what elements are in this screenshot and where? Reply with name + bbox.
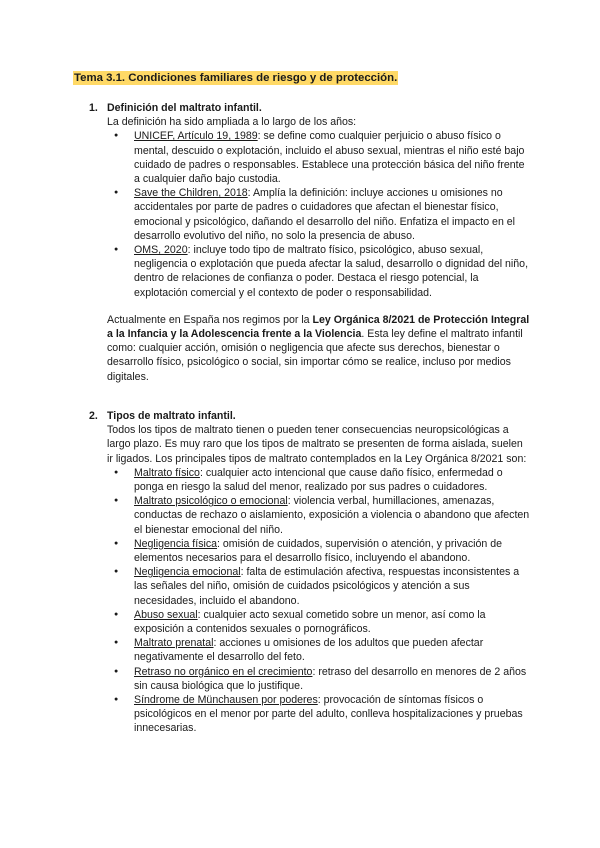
list-item-text: : cualquier acto intencional que cause daño físico, enfermedad o ponga en riesgo la salud del menor, realizado por sus padres o cuidadores. xyxy=(134,466,503,494)
list-item xyxy=(107,243,530,300)
list-item xyxy=(107,537,530,565)
list-item-text: : acciones u omisiones de los adultos que pueden afectar negativamente el desarrollo del feto. xyxy=(134,637,484,664)
list-item-text: : se define como cualquier perjuicio o abuso físico o mental, descuido o explotación, incluido el abuso sexual, mientras el niño esté bajo cuidado de padres o responsables. Establece una protección básica del niño frente a cualquier daño bajo custodia. xyxy=(134,130,525,186)
law-paragraph-post: . Esta ley define el maltrato infantil como: cualquier acción, omisión o negligencia que afecte sus derechos, bienestar o desarrollo físico, psicológico o social, sin importar cómo se realice, incluso por medios digitales. xyxy=(107,328,523,383)
list-item-text: : violencia verbal, humillaciones, amenazas, conductas de rechazo o aislamiento, exposición a violencia o abandono que afecten el bienestar emocional del niño. xyxy=(134,495,530,536)
list-item xyxy=(107,636,530,664)
section-intro: La definición ha sido ampliada a lo largo de los años: xyxy=(107,116,357,129)
types-list xyxy=(90,466,530,736)
list-item-text: : falta de estimulación afectiva, respuestas inconsistentes a las señales del niño, omisión de cuidados psicológicos y atención a sus necesidades, incluido el abandono. xyxy=(134,566,520,607)
section-types xyxy=(90,409,530,736)
list-item-term: Maltrato prenatal xyxy=(134,637,214,650)
list-item-text: : Amplía la definición: incluye acciones u omisiones no accidentales por parte de padres o cuidadores que afectan el bienestar físico, emocional y psicológico, dañando el desarrollo del niño. Enfatiza el impacto en el desarrollo evolutivo del niño, no solo la presencia de abuso. xyxy=(134,187,516,242)
section-number: 1. xyxy=(89,102,98,114)
list-item-term: UNICEF, Artículo 19, 1989 xyxy=(134,130,258,143)
list-item-text: : incluye todo tipo de maltrato físico, psicológico, abuso sexual, negligencia o explotación que pueda afectar la salud, desarrollo o dignidad del niño, dentro de relaciones de confianza o poder. Destaca el riesgo potencial, la explotación comercial y el contexto de poder o responsabilidad. xyxy=(134,244,529,299)
document-title: Tema 3.1. Condiciones familiares de riesgo y de protección. xyxy=(74,72,398,84)
list-item xyxy=(107,129,530,186)
list-item-term: OMS, 2020 xyxy=(134,244,188,257)
list-item xyxy=(107,693,530,736)
list-item xyxy=(107,565,530,608)
law-paragraph xyxy=(107,313,530,384)
section-definition xyxy=(90,101,530,384)
definition-list xyxy=(90,129,530,299)
list-item-text: : cualquier acto sexual cometido sobre un menor, así como la exposición a contenidos sexuales o pornográficos. xyxy=(134,608,486,636)
list-item-term: Save the Children, 2018 xyxy=(134,187,248,200)
list-item xyxy=(107,186,530,243)
list-item xyxy=(107,466,530,494)
section-intro: Todos los tipos de maltrato tienen o pueden tener consecuencias neuropsicológicas a largo plazo. Es muy raro que los tipos de maltrato se presenten de forma aislada, suelen ir ligados. Los principales tipos de maltrato contemplados en la Ley Orgánica 8/2021 son: xyxy=(107,424,527,465)
list-item-text: : omisión de cuidados, supervisión o atención, y privación de elementos necesarios para el desarrollo físico, incluyendo el abandono. xyxy=(134,537,503,565)
list-item-term: Maltrato psicológico o emocional xyxy=(134,495,288,508)
list-item-term: Maltrato físico xyxy=(134,466,200,479)
list-item xyxy=(107,665,530,693)
section-heading-text: Definición del maltrato infantil. xyxy=(107,102,262,114)
list-item-text: : provocación de síntomas físicos o psicológicos en el menor por parte del adulto, conlleva hospitalizaciones y pruebas innecesarias. xyxy=(134,694,523,735)
list-item-term: Retraso no orgánico en el crecimiento xyxy=(134,665,313,678)
list-item xyxy=(107,608,530,636)
section-heading-text: Tipos de maltrato infantil. xyxy=(107,410,236,422)
list-item-term: Negligencia emocional xyxy=(134,566,241,579)
list-item xyxy=(107,494,530,537)
list-item-term: Negligencia física xyxy=(134,537,218,550)
law-name: Ley Orgánica 8/2021 de Protección Integral a la Infancia y la Adolescencia frente a la Violencia xyxy=(107,313,530,341)
list-item-text: : retraso del desarrollo en menores de 2 años sin causa biológica que lo justifique. xyxy=(134,665,527,692)
list-item-term: Abuso sexual xyxy=(134,608,198,621)
section-heading xyxy=(89,409,530,423)
law-paragraph-pre: Actualmente en España nos regimos por la xyxy=(107,313,313,326)
section-number: 2. xyxy=(89,410,98,422)
list-item-term: Síndrome de Münchausen por poderes xyxy=(134,694,318,707)
section-heading xyxy=(89,101,530,115)
